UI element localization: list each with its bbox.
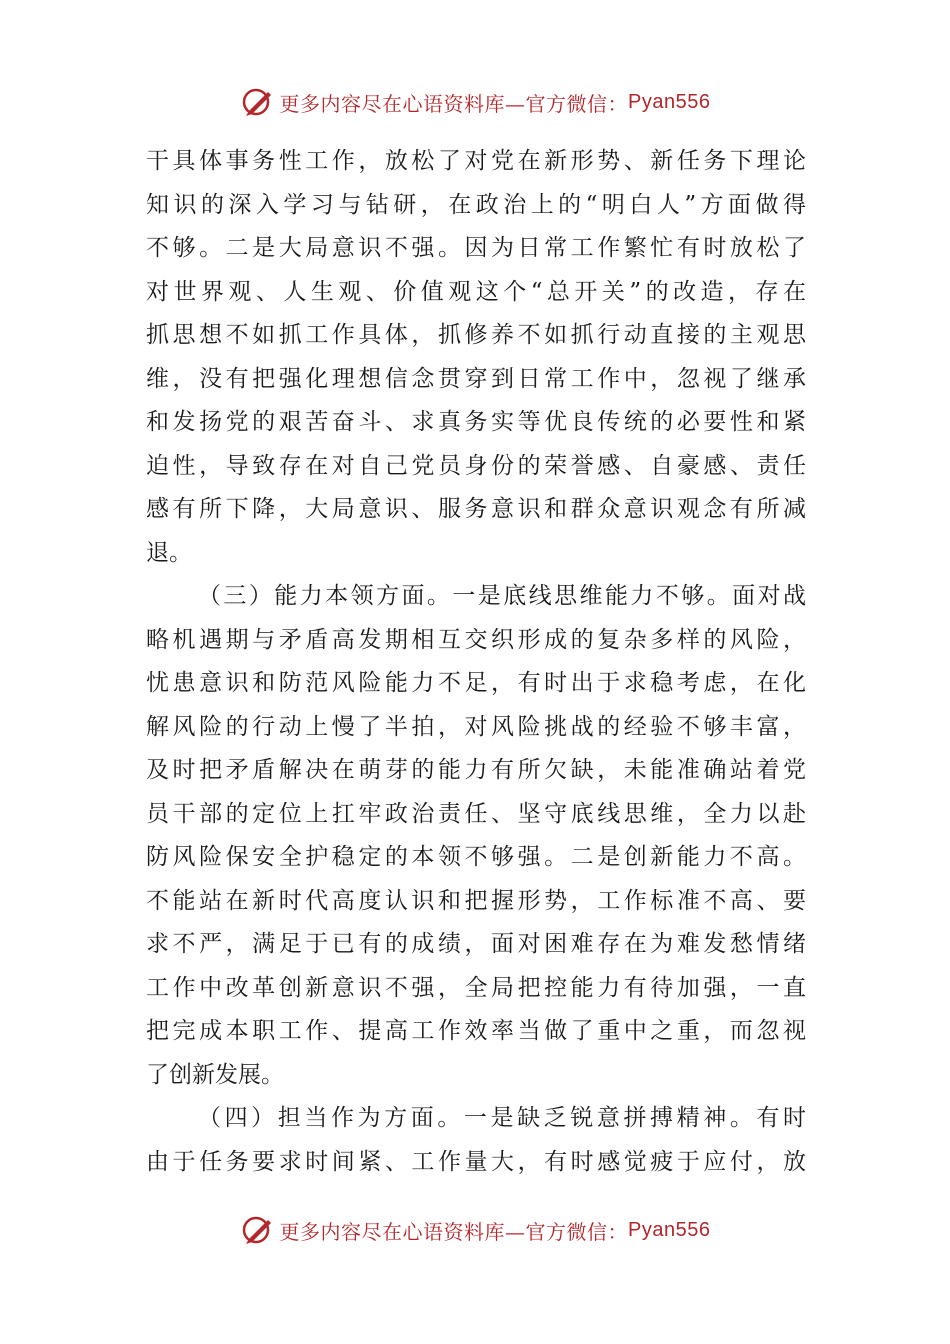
text-line: 求不严，满足于已有的成绩，面对困难存在为难发愁情绪: [146, 931, 806, 957]
header-watermark: [0, 82, 950, 122]
text-line: 不能站在新时代高度认识和把握形势，工作标准不高、要: [146, 887, 806, 914]
text-line: 解风险的行动上慢了半拍，对风险挑战的经验不够丰富，: [146, 713, 806, 740]
section-heading-line: （三）能力本领方面。一是底线思维能力不够。面对战: [198, 583, 806, 609]
text-line: 干具体事务性工作，放松了对党在新形势、新任务下理论: [146, 148, 806, 174]
watermark-text: 更多内容尽在心语资料库—官方微信：: [279, 91, 629, 116]
text-line: 略机遇期与矛盾高发期相互交织形成的复杂多样的风险，: [146, 626, 806, 653]
text-line: 把完成本职工作、提高工作效率当做了重中之重，而忽视: [146, 1018, 806, 1044]
text-line: 知识的深入学习与钻研，在政治上的“明白人”方面做得: [146, 191, 806, 218]
document-body: [146, 140, 806, 1184]
pen-logo-icon: [240, 84, 276, 120]
text-line: 不够。二是大局意识不强。因为日常工作繁忙有时放松了: [146, 235, 806, 261]
text-line: 和发扬党的艰苦奋斗、求真务实等优良传统的必要性和紧: [146, 409, 806, 435]
watermark-wechat-id: Pyan556: [628, 90, 711, 113]
watermark-wechat-id: Pyan556: [628, 1218, 711, 1241]
text-line: 及时把矛盾解决在萌芽的能力有所欠缺，未能准确站着党: [146, 757, 806, 783]
text-line: 对世界观、人生观、价值观这个“总开关”的改造，存在: [146, 278, 806, 305]
text-line: 了创新发展。: [146, 1061, 284, 1088]
pen-logo-icon: [240, 1212, 276, 1248]
text-line: 由于任务要求时间紧、工作量大，有时感觉疲于应付，放: [146, 1148, 806, 1175]
text-line: 防风险保安全护稳定的本领不够强。二是创新能力不高。: [146, 844, 806, 870]
text-line: 迫性，导致存在对自己党员身份的荣誉感、自豪感、责任: [146, 452, 806, 479]
text-line: 工作中改革创新意识不强，全局把控能力有待加强，一直: [146, 974, 806, 1001]
section-heading-line: （四）担当作为方面。一是缺乏锐意拼搏精神。有时: [198, 1105, 806, 1131]
watermark-text: 更多内容尽在心语资料库—官方微信：: [279, 1219, 629, 1244]
text-line: 感有所下降，大局意识、服务意识和群众意识观念有所减: [146, 496, 806, 522]
text-line: 退。: [146, 539, 192, 566]
footer-watermark: [0, 1210, 950, 1250]
text-line: 抓思想不如抓工作具体，抓修养不如抓行动直接的主观思: [146, 322, 806, 348]
text-line: 维，没有把强化理想信念贯穿到日常工作中，忽视了继承: [146, 365, 806, 392]
text-line: 忧患意识和防范风险能力不足，有时出于求稳考虑，在化: [146, 670, 806, 696]
text-line: 员干部的定位上扛牢政治责任、坚守底线思维，全力以赴: [146, 800, 806, 827]
